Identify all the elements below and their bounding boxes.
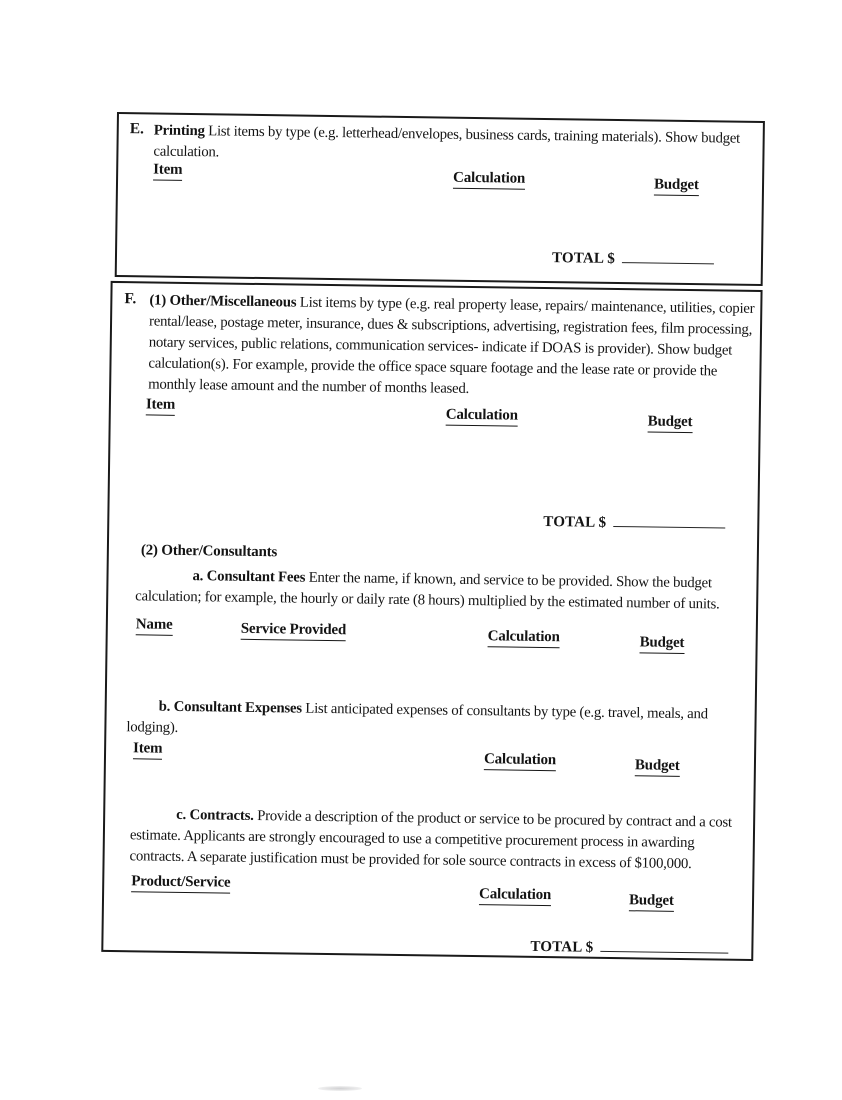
section-e-box (115, 112, 765, 286)
f2c-column-header-budget: Budget (629, 892, 674, 912)
column-header-calculation: Calculation (453, 170, 525, 190)
f2a-column-header-name: Name (136, 616, 173, 636)
f2a-paragraph (135, 565, 736, 615)
section-f1-description: List items by type (e.g. real property lease, repairs/ maintenance, utilities, copier rental/lease, postage meter, insurance, dues & subscriptions, advertising, registration fees, film processing, notary services, public relations, communication services- indicate if DOAS is provider). Show budget calculation(s). For example, provide the office space square footage and the lease rate or provide the monthly lease amount and the number of months leased. (148, 294, 755, 397)
section-e-title: Printing (153, 122, 205, 140)
f2-total-row (530, 937, 728, 959)
f2b-title: b. Consultant Expenses (158, 698, 303, 717)
f2c-column-header-calculation: Calculation (479, 886, 551, 906)
f2c-paragraph (129, 804, 734, 875)
section-e-total-row (552, 248, 714, 269)
section-e-paragraph (153, 121, 754, 171)
section-e-description: List items by type (e.g. letterhead/envelopes, business cards, training materials). Show budget calculation. (153, 123, 741, 161)
f2a-column-header-service-provided: Service Provided (241, 621, 347, 641)
section-f1-paragraph (148, 290, 755, 403)
f2b-description: List anticipated expenses of consultants by type (e.g. travel, meals, and lodging). (126, 700, 708, 736)
f2c-description: Provide a description of the product or service to be procured by contract and a cost estimate. Applicants are strongly encouraged to use a competitive procurement process in awarding contracts. A separate justification must be provided for sole source contracts in excess of $100,000. (129, 808, 732, 873)
scan-smudge-artifact (318, 1086, 362, 1091)
f2b-column-header-budget: Budget (635, 757, 680, 777)
f2b-column-header-calculation: Calculation (484, 751, 556, 771)
f1-column-header-budget: Budget (648, 413, 693, 433)
section-f-box (101, 281, 762, 961)
f2c-title: c. Contracts. (176, 806, 254, 824)
column-header-item: Item (153, 162, 182, 181)
f2-title: (2) Other/Consultants (140, 542, 278, 561)
f1-column-header-item: Item (146, 396, 175, 415)
f1-total-blank-line (613, 513, 725, 529)
f2c-column-header-product-service: Product/Service (131, 873, 230, 893)
section-f-label: F. (124, 290, 137, 308)
f1-total-row (543, 512, 725, 534)
column-header-budget: Budget (654, 177, 699, 197)
section-e-total-label: TOTAL $ (551, 250, 616, 267)
f2-total-label: TOTAL $ (530, 938, 594, 956)
f2b-paragraph (126, 696, 719, 746)
section-f1-title: (1) Other/Miscellaneous (149, 292, 297, 311)
section-e-label: E. (129, 120, 145, 138)
f2a-description: Enter the name, if known, and service to be provided. Show the budget calculation; for example, the hourly or daily rate (8 hours) multiplied by the estimated number of units. (135, 569, 720, 613)
f2a-column-header-budget: Budget (639, 634, 684, 654)
f2a-title: a. Consultant Fees (192, 568, 306, 586)
f1-total-label: TOTAL $ (543, 513, 607, 531)
f2b-column-header-item: Item (133, 740, 162, 759)
f2-total-blank-line (600, 938, 728, 954)
section-e-total-blank-line (622, 249, 714, 264)
f2a-column-header-calculation: Calculation (488, 628, 560, 648)
f1-column-header-calculation: Calculation (446, 407, 518, 427)
